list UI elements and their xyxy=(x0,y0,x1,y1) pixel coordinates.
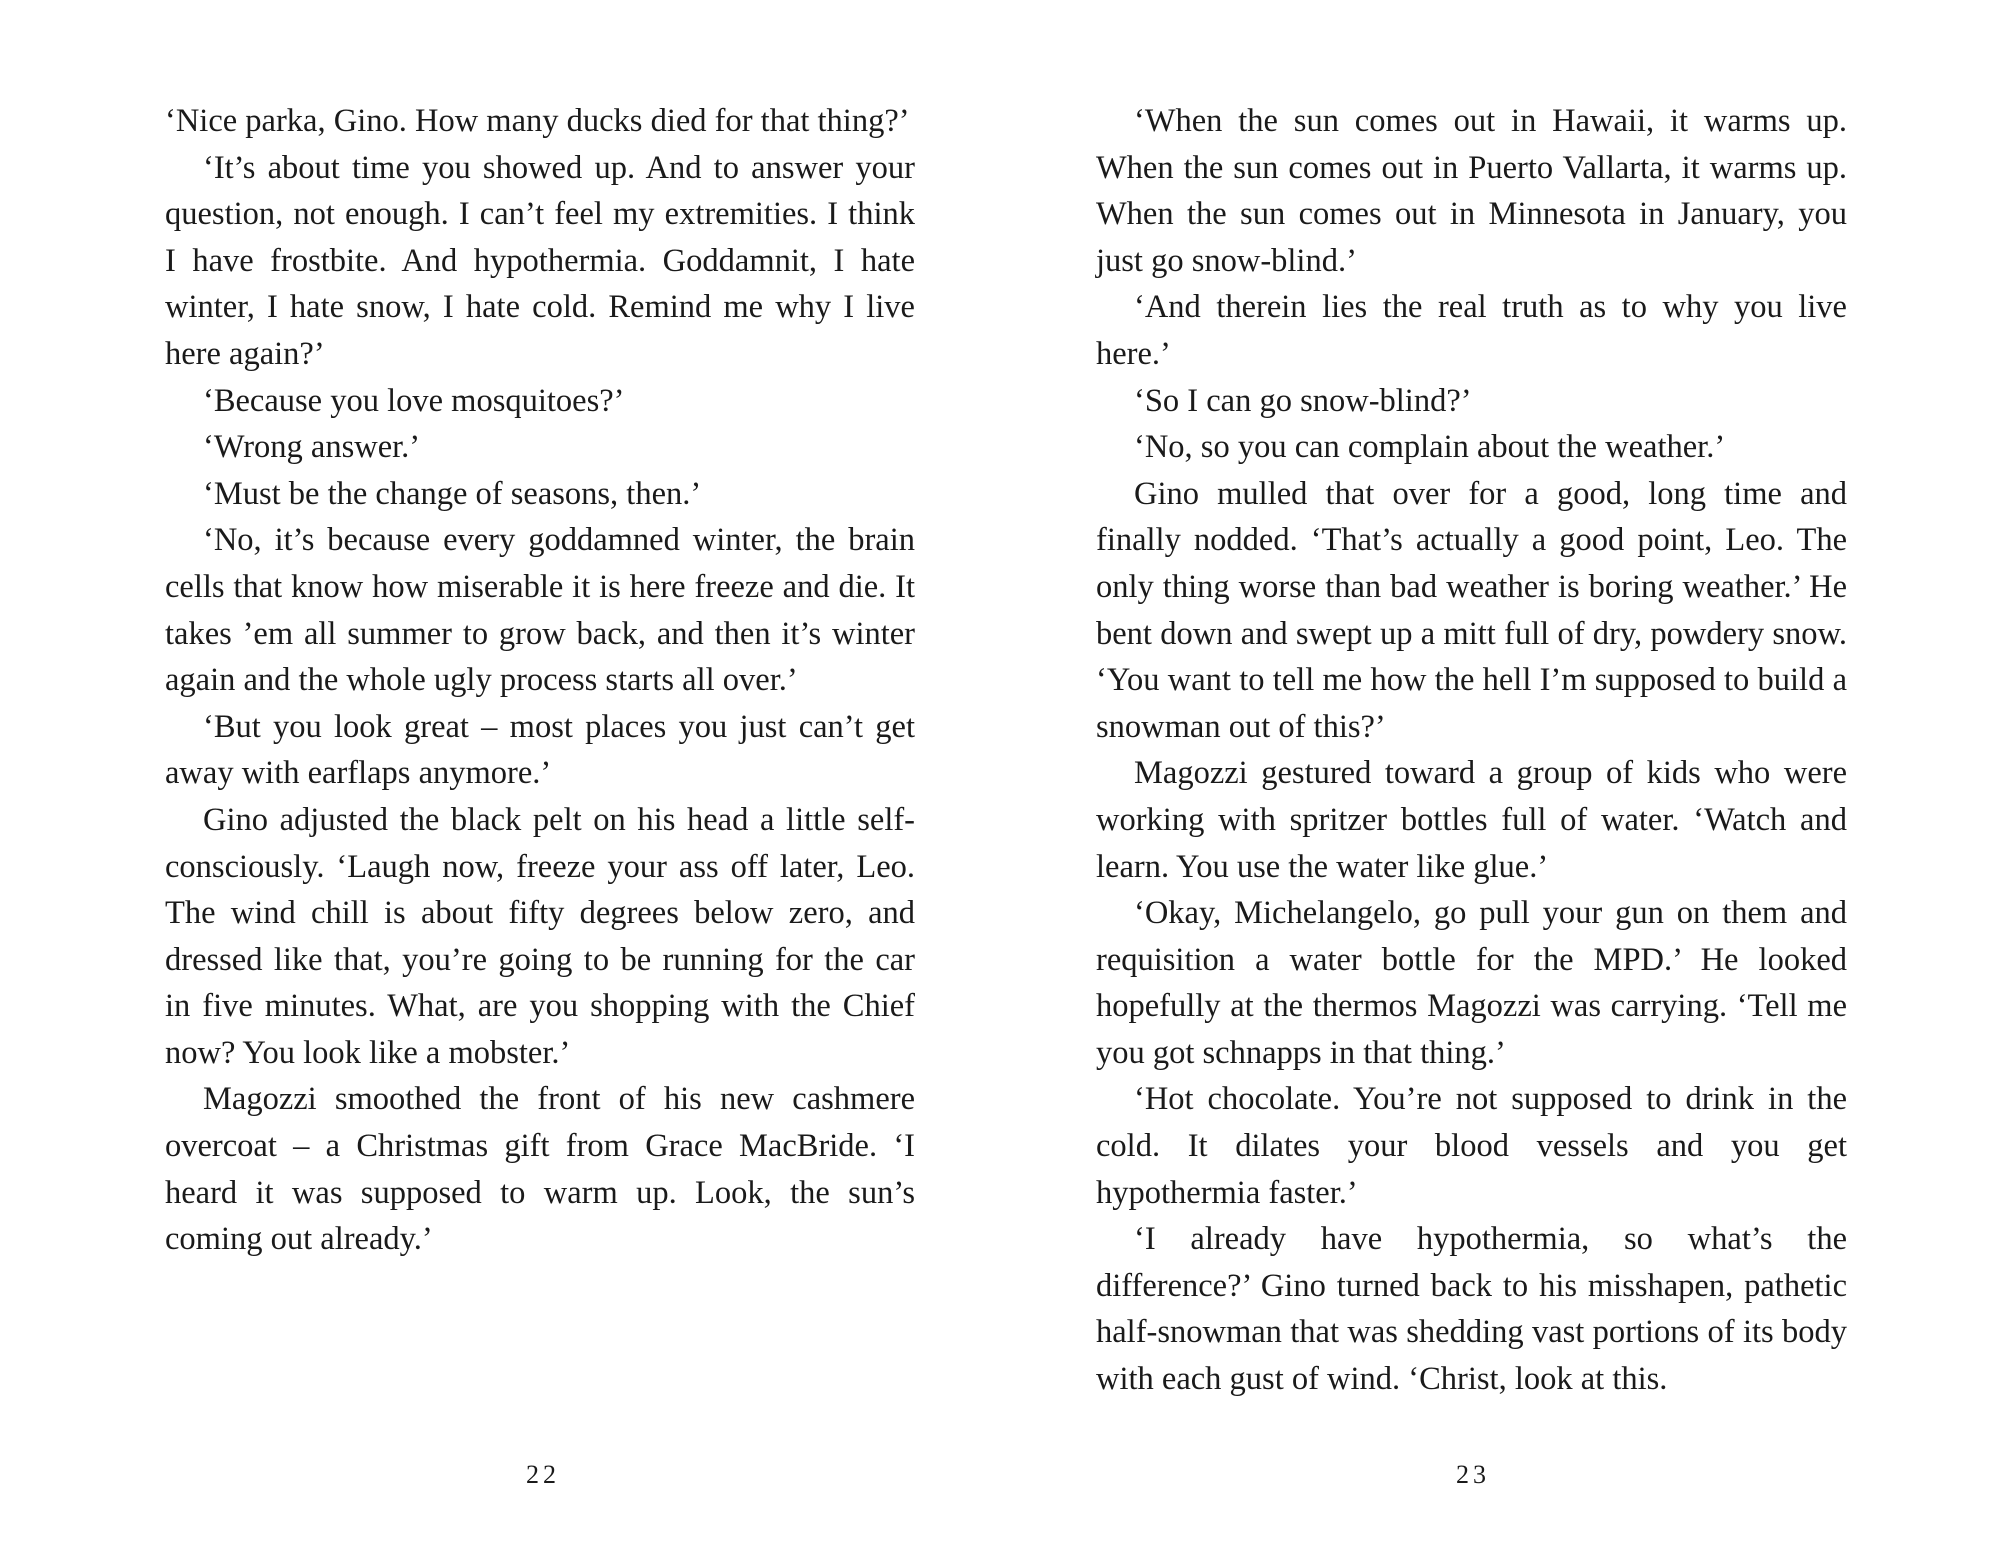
paragraph: ‘But you look great – most places you just can’t get away with earflaps anymore.’ xyxy=(165,708,915,792)
paragraph: ‘No, it’s because every goddamned winter, the brain cells that know how miserable it is here freeze and die. It takes ’em all summer to grow back, and then it’s winter again and the whole ugly process starts all over.’ xyxy=(165,522,915,699)
paragraph: ‘Okay, Michelangelo, go pull your gun on them and requisition a water bottle for the MPD.’ He looked hopefully at the thermos Magozzi was carrying. ‘Tell me you got schnapps in that thing.’ xyxy=(1096,895,1847,1071)
paragraph: ‘Hot chocolate. You’re not supposed to drink in the cold. It dilates your blood vessels and you get hypothermia faster.’ xyxy=(1096,1081,1847,1211)
paragraph: Gino adjusted the black pelt on his head a little self-consciously. ‘Laugh now, freeze your ass off later, Leo. The wind chill is about fifty degrees below zero, and dressed like that, you’re going to be running for the car in five minutes. What, are you shopping with the Chief now? You look like a mobster.’ xyxy=(165,801,915,1071)
page-number-left: 22 xyxy=(526,1460,560,1489)
paragraph: ‘When the sun comes out in Hawaii, it warms up. When the sun comes out in Puerto Vallarta, it warms up. When the sun comes out in Minnesota in January, you just go snow-blind.’ xyxy=(1096,103,1847,279)
paragraph: Gino mulled that over for a good, long time and finally nodded. ‘That’s actually a good point, Leo. The only thing worse than bad weather is boring weather.’ He bent down and swept up a mitt full of dry, powdery snow. ‘You want to tell me how the hell I’m supposed to build a snowman out of this?’ xyxy=(1096,475,1847,745)
paragraph: ‘Because you love mosquitoes?’ xyxy=(203,382,625,419)
paragraph: Magozzi smoothed the front of his new cashmere overcoat – a Christmas gift from Grace MacBride. ‘I heard it was supposed to warm up. Look, the sun’s coming out already.’ xyxy=(165,1081,915,1258)
right-page xyxy=(1096,98,1847,1403)
left-page xyxy=(165,98,915,1263)
paragraph: Magozzi gestured toward a group of kids who were working with spritzer bottles full of water. ‘Watch and learn. You use the water like glue.’ xyxy=(1096,755,1847,885)
paragraph: ‘No, so you can complain about the weather.’ xyxy=(1134,429,1726,466)
paragraph: ‘I already have hypothermia, so what’s the difference?’ Gino turned back to his misshapen, pathetic half-snowman that was shedding vast portions of its body with each gust of wind. ‘Christ, look at this. xyxy=(1096,1221,1847,1398)
page-number-right: 23 xyxy=(1456,1460,1490,1489)
paragraph: ‘Wrong answer.’ xyxy=(203,429,421,466)
paragraph: ‘So I can go snow-blind?’ xyxy=(1134,382,1472,419)
paragraph: ‘It’s about time you showed up. And to answer your question, not enough. I can’t feel my extremities. I think I have frostbite. And hypothermia. Goddamnit, I hate winter, I hate snow, I hate cold. Remind me why I live here again?’ xyxy=(165,149,915,372)
paragraph: ‘Must be the change of seasons, then.’ xyxy=(203,475,702,512)
paragraph: ‘And therein lies the real truth as to why you live here.’ xyxy=(1096,289,1847,372)
paragraph: ‘Nice parka, Gino. How many ducks died for that thing?’ xyxy=(165,103,910,139)
